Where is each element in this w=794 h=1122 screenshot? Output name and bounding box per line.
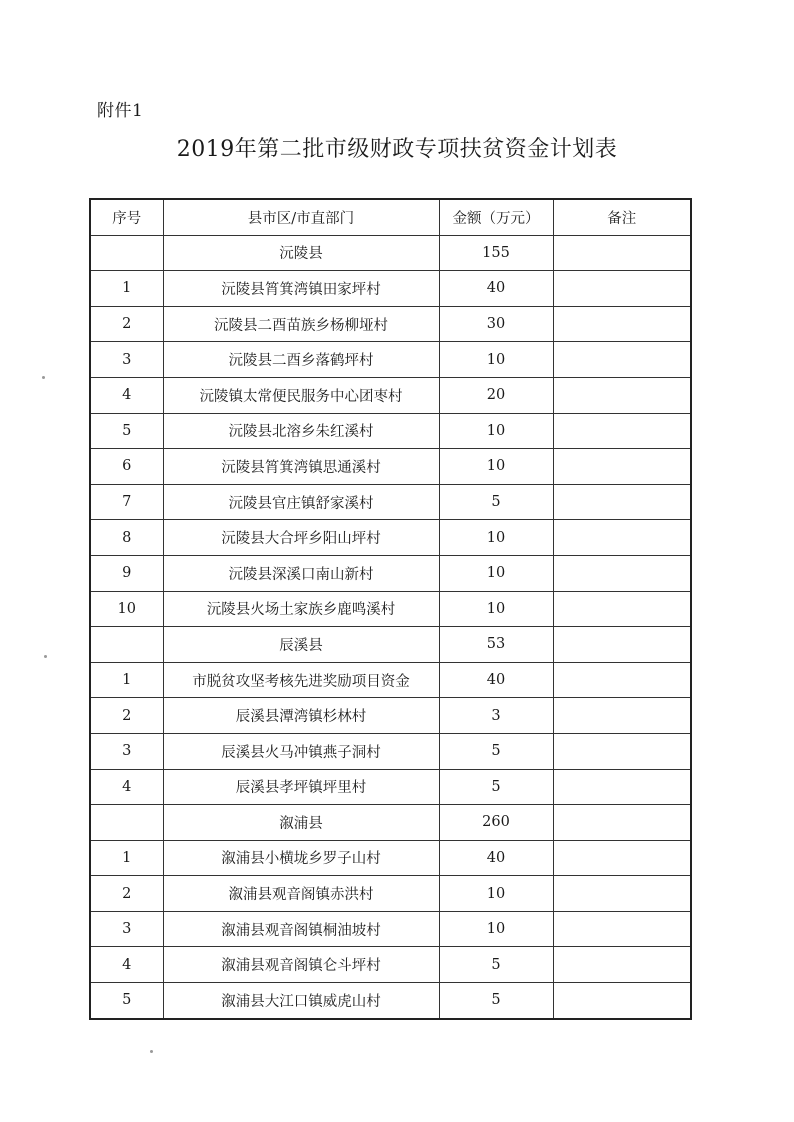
cell-seq: 3: [90, 911, 163, 947]
table-row: [90, 591, 691, 627]
cell-amount: 40: [439, 662, 553, 698]
table-group-row: [90, 627, 691, 663]
cell-unit-name: 溆浦县观音阁镇桐油坡村: [163, 911, 439, 947]
cell-amount: 5: [439, 484, 553, 520]
header-amount: 金额（万元）: [439, 199, 553, 235]
table-row: [90, 271, 691, 307]
scan-speck: [150, 1050, 153, 1053]
cell-amount: 10: [439, 911, 553, 947]
table-row: [90, 306, 691, 342]
cell-remark: [553, 449, 691, 485]
cell-amount: 5: [439, 947, 553, 983]
scan-speck: [42, 376, 45, 379]
cell-unit-name: 辰溪县: [163, 627, 439, 663]
table-header-row: [90, 199, 691, 235]
table-row: [90, 876, 691, 912]
cell-unit-name: 沅陵县: [163, 235, 439, 271]
cell-amount: 20: [439, 377, 553, 413]
cell-unit-name: 溆浦县: [163, 805, 439, 841]
cell-amount: 5: [439, 733, 553, 769]
table-row: [90, 947, 691, 983]
table-row: [90, 911, 691, 947]
cell-unit-name: 沅陵县二酉乡落鹤坪村: [163, 342, 439, 378]
cell-remark: [553, 306, 691, 342]
table-row: [90, 983, 691, 1019]
cell-seq: 1: [90, 840, 163, 876]
table-row: [90, 698, 691, 734]
cell-seq: 4: [90, 769, 163, 805]
table-row: [90, 520, 691, 556]
cell-seq: 6: [90, 449, 163, 485]
cell-unit-name: 溆浦县观音阁镇赤洪村: [163, 876, 439, 912]
cell-seq: 10: [90, 591, 163, 627]
cell-seq: 4: [90, 377, 163, 413]
table-row: [90, 449, 691, 485]
table-group-row: [90, 235, 691, 271]
scan-speck: [44, 655, 47, 658]
cell-seq: [90, 627, 163, 663]
cell-amount: 10: [439, 555, 553, 591]
cell-seq: 7: [90, 484, 163, 520]
cell-remark: [553, 733, 691, 769]
cell-amount: 10: [439, 520, 553, 556]
cell-seq: 2: [90, 698, 163, 734]
attachment-label: 附件1: [97, 101, 144, 121]
cell-seq: 2: [90, 306, 163, 342]
cell-remark: [553, 591, 691, 627]
table-group-row: [90, 805, 691, 841]
cell-unit-name: 沅陵县二酉苗族乡杨柳垭村: [163, 306, 439, 342]
table-row: [90, 662, 691, 698]
table-row: [90, 555, 691, 591]
cell-unit-name: 溆浦县小横垅乡罗子山村: [163, 840, 439, 876]
funding-plan-table: [89, 198, 692, 1020]
header-remark: 备注: [553, 199, 691, 235]
cell-unit-name: 沅陵镇太常便民服务中心团枣村: [163, 377, 439, 413]
table-row: [90, 733, 691, 769]
cell-seq: 4: [90, 947, 163, 983]
header-seq: 序号: [90, 199, 163, 235]
header-unit: 县市区/市直部门: [163, 199, 439, 235]
cell-seq: 3: [90, 733, 163, 769]
table-row: [90, 342, 691, 378]
cell-amount: 10: [439, 876, 553, 912]
cell-unit-name: 沅陵县官庄镇舒家溪村: [163, 484, 439, 520]
cell-unit-name: 辰溪县火马冲镇燕子洞村: [163, 733, 439, 769]
cell-amount: 155: [439, 235, 553, 271]
cell-amount: 5: [439, 983, 553, 1019]
cell-remark: [553, 271, 691, 307]
cell-amount: 10: [439, 413, 553, 449]
table-row: [90, 377, 691, 413]
document-title: 2019年第二批市级财政专项扶贫资金计划表: [176, 137, 618, 162]
cell-remark: [553, 769, 691, 805]
cell-amount: 10: [439, 449, 553, 485]
cell-seq: 3: [90, 342, 163, 378]
cell-seq: 1: [90, 271, 163, 307]
cell-remark: [553, 698, 691, 734]
cell-unit-name: 市脱贫攻坚考核先进奖励项目资金: [163, 662, 439, 698]
cell-remark: [553, 413, 691, 449]
cell-seq: 1: [90, 662, 163, 698]
cell-seq: 8: [90, 520, 163, 556]
cell-seq: 5: [90, 983, 163, 1019]
cell-seq: 5: [90, 413, 163, 449]
cell-remark: [553, 342, 691, 378]
cell-amount: 10: [439, 342, 553, 378]
cell-remark: [553, 805, 691, 841]
cell-remark: [553, 876, 691, 912]
cell-seq: 9: [90, 555, 163, 591]
cell-remark: [553, 377, 691, 413]
cell-unit-name: 辰溪县孝坪镇坪里村: [163, 769, 439, 805]
cell-amount: 3: [439, 698, 553, 734]
cell-unit-name: 沅陵县深溪口南山新村: [163, 555, 439, 591]
cell-unit-name: 沅陵县筲箕湾镇思通溪村: [163, 449, 439, 485]
table-row: [90, 413, 691, 449]
table-row: [90, 840, 691, 876]
cell-amount: 40: [439, 840, 553, 876]
cell-seq: [90, 235, 163, 271]
cell-unit-name: 溆浦县大江口镇威虎山村: [163, 983, 439, 1019]
cell-remark: [553, 840, 691, 876]
cell-remark: [553, 235, 691, 271]
cell-remark: [553, 662, 691, 698]
cell-remark: [553, 911, 691, 947]
cell-amount: 53: [439, 627, 553, 663]
cell-amount: 5: [439, 769, 553, 805]
cell-unit-name: 沅陵县火场土家族乡鹿鸣溪村: [163, 591, 439, 627]
cell-amount: 40: [439, 271, 553, 307]
cell-unit-name: 沅陵县筲箕湾镇田家坪村: [163, 271, 439, 307]
table-row: [90, 484, 691, 520]
cell-amount: 30: [439, 306, 553, 342]
cell-remark: [553, 983, 691, 1019]
cell-remark: [553, 627, 691, 663]
cell-unit-name: 辰溪县潭湾镇杉林村: [163, 698, 439, 734]
cell-amount: 10: [439, 591, 553, 627]
cell-seq: 2: [90, 876, 163, 912]
cell-amount: 260: [439, 805, 553, 841]
cell-remark: [553, 555, 691, 591]
table-body: [90, 235, 691, 1019]
cell-unit-name: 溆浦县观音阁镇仑斗坪村: [163, 947, 439, 983]
cell-unit-name: 沅陵县大合坪乡阳山坪村: [163, 520, 439, 556]
cell-remark: [553, 484, 691, 520]
cell-seq: [90, 805, 163, 841]
cell-remark: [553, 947, 691, 983]
cell-unit-name: 沅陵县北溶乡朱红溪村: [163, 413, 439, 449]
table-row: [90, 769, 691, 805]
cell-remark: [553, 520, 691, 556]
